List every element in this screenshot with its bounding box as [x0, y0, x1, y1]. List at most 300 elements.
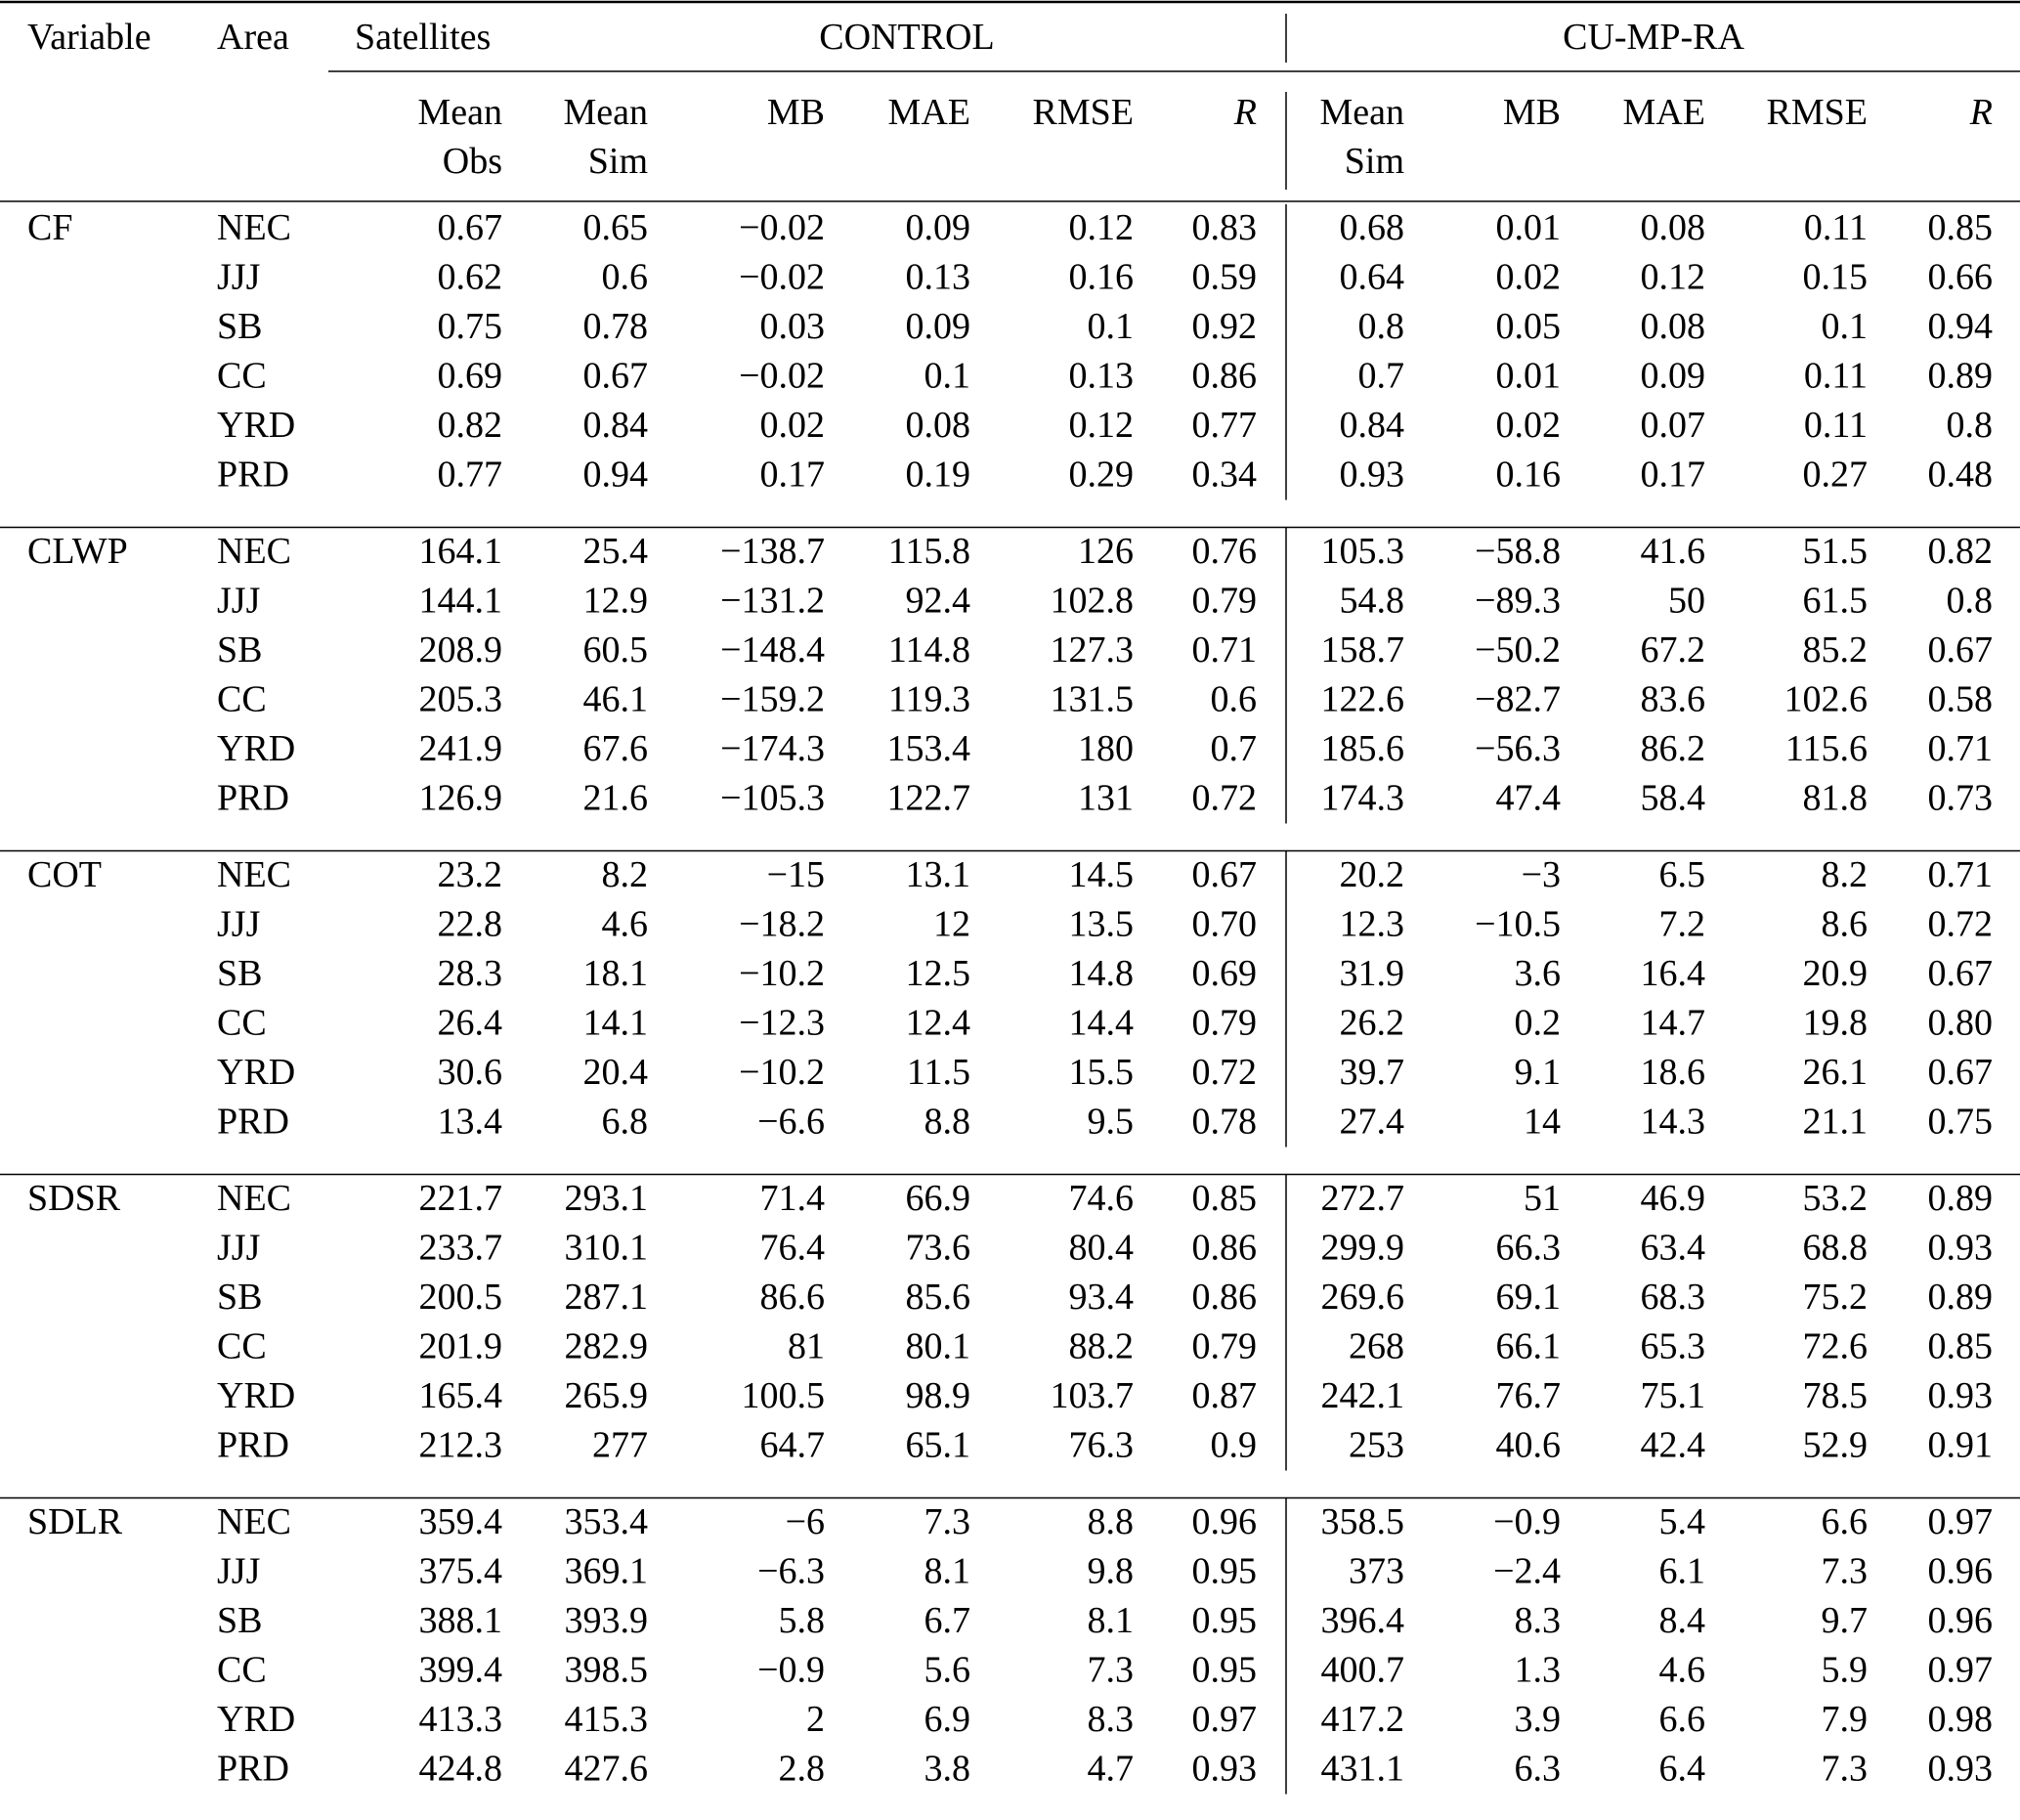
control-mae-cell: 114.8	[887, 629, 970, 671]
control-mb-cell: −10.2	[739, 1052, 825, 1093]
control-rmse-cell: 0.29	[1068, 454, 1134, 496]
cu-mae-cell: 42.4	[1640, 1424, 1705, 1466]
cu-r-cell: 0.97	[1927, 1501, 1993, 1542]
cu-mean-sim-cell: 431.1	[1320, 1748, 1404, 1790]
cu-mean-sim-cell: 0.93	[1339, 454, 1404, 496]
cu-mean-sim-cell: 0.8	[1357, 306, 1404, 347]
cu-mae-cell: 41.6	[1640, 531, 1705, 572]
cu-r-cell: 0.94	[1927, 306, 1993, 347]
cu-mae-cell: 65.3	[1640, 1325, 1705, 1367]
cu-mb-cell: 76.7	[1495, 1375, 1561, 1416]
area-cell: NEC	[217, 207, 291, 248]
cu-mb-cell: 9.1	[1514, 1052, 1561, 1093]
cu-mb-cell: −2.4	[1493, 1550, 1561, 1592]
area-cell: YRD	[217, 1699, 296, 1740]
control-mae-cell: 8.1	[924, 1550, 970, 1592]
cu-mb-cell: −50.2	[1475, 629, 1561, 671]
mean-obs-cell: 208.9	[418, 629, 502, 671]
control-mb-cell: 0.03	[759, 306, 825, 347]
cu-r-cell: 0.71	[1927, 728, 1993, 769]
cu-rmse-cell: 115.6	[1784, 728, 1868, 769]
control-mb-cell: −18.2	[739, 903, 825, 945]
control-mean-sim-cell: 14.1	[582, 1002, 648, 1044]
header-cu-mp-ra: CU-MP-RA	[1563, 17, 1744, 58]
cu-rmse-cell: 52.9	[1802, 1424, 1868, 1466]
cu-mb-cell: 0.16	[1495, 454, 1561, 496]
cu-r-cell: 0.48	[1927, 454, 1993, 496]
cu-mae-cell: 18.6	[1640, 1052, 1705, 1093]
control-rmse-cell: 8.8	[1087, 1501, 1134, 1542]
control-mae-cell: 66.9	[905, 1178, 970, 1219]
mean-obs-cell: 28.3	[437, 953, 502, 994]
control-mean-sim-cell: 67.6	[582, 728, 648, 769]
control-mae-cell: 122.7	[886, 777, 970, 819]
variable-label: SDSR	[27, 1178, 121, 1219]
cu-mae-cell: 0.09	[1640, 355, 1705, 397]
area-cell: JJJ	[217, 580, 261, 622]
cu-mae-cell: 0.12	[1640, 256, 1705, 298]
control-mb-cell: −15	[766, 854, 825, 895]
control-rmse-cell: 76.3	[1068, 1424, 1134, 1466]
control-rmse-cell: 0.1	[1087, 306, 1134, 347]
control-mb-cell: −0.9	[757, 1649, 825, 1691]
cu-mae-cell: 83.6	[1640, 678, 1705, 720]
cu-r-cell: 0.93	[1927, 1227, 1993, 1269]
control-mb-cell: −10.2	[739, 953, 825, 994]
area-cell: PRD	[217, 1101, 289, 1143]
control-mb-cell: −174.3	[720, 728, 825, 769]
control-rmse-cell: 9.8	[1087, 1550, 1134, 1592]
control-mean-sim-cell: 277	[592, 1424, 648, 1466]
cu-mean-sim-cell: 373	[1349, 1550, 1404, 1592]
control-mean-sim-cell: 46.1	[582, 678, 648, 720]
control-r-cell: 0.34	[1191, 454, 1257, 496]
cu-mean-sim-cell: 12.3	[1339, 903, 1404, 945]
control-r-cell: 0.87	[1191, 1375, 1257, 1416]
mean-obs-cell: 13.4	[437, 1101, 502, 1143]
control-mean-sim-cell: 8.2	[601, 854, 648, 895]
control-mean-sim-cell: 293.1	[564, 1178, 648, 1219]
header-cu-r: R	[1969, 92, 1993, 133]
cu-mae-cell: 0.07	[1640, 405, 1705, 446]
control-mae-cell: 73.6	[905, 1227, 970, 1269]
cu-mae-cell: 50	[1668, 580, 1705, 622]
cu-rmse-cell: 8.6	[1821, 903, 1868, 945]
mean-obs-cell: 165.4	[418, 1375, 502, 1416]
cu-r-cell: 0.66	[1927, 256, 1993, 298]
cu-mae-cell: 5.4	[1658, 1501, 1705, 1542]
control-rmse-cell: 102.8	[1050, 580, 1134, 622]
mean-obs-cell: 424.8	[418, 1748, 502, 1790]
control-mb-cell: −0.02	[739, 256, 825, 298]
header-mean-obs-bottom: Obs	[442, 141, 502, 182]
mean-obs-cell: 233.7	[418, 1227, 502, 1269]
control-mb-cell: −0.02	[739, 207, 825, 248]
control-r-cell: 0.95	[1191, 1649, 1257, 1691]
table-rules	[0, 2, 2020, 1820]
area-cell: NEC	[217, 1178, 291, 1219]
control-mae-cell: 92.4	[905, 580, 970, 622]
control-mean-sim-cell: 427.6	[564, 1748, 648, 1790]
mean-obs-cell: 241.9	[418, 728, 502, 769]
cu-mean-sim-cell: 358.5	[1320, 1501, 1404, 1542]
cu-rmse-cell: 19.8	[1802, 1002, 1868, 1044]
control-rmse-cell: 127.3	[1050, 629, 1134, 671]
control-rmse-cell: 0.13	[1068, 355, 1134, 397]
control-mb-cell: 2	[806, 1699, 825, 1740]
cu-mae-cell: 6.1	[1658, 1550, 1705, 1592]
header-control-r: R	[1233, 92, 1257, 133]
area-cell: PRD	[217, 1424, 289, 1466]
control-mae-cell: 6.7	[924, 1600, 970, 1641]
cu-mb-cell: −58.8	[1475, 531, 1561, 572]
cu-mae-cell: 86.2	[1640, 728, 1705, 769]
control-rmse-cell: 0.12	[1068, 207, 1134, 248]
mean-obs-cell: 23.2	[437, 854, 502, 895]
cu-mean-sim-cell: 299.9	[1320, 1227, 1404, 1269]
cu-r-cell: 0.75	[1927, 1101, 1993, 1143]
control-mean-sim-cell: 0.65	[582, 207, 648, 248]
control-rmse-cell: 9.5	[1087, 1101, 1134, 1143]
cu-r-cell: 0.96	[1927, 1600, 1993, 1641]
control-rmse-cell: 80.4	[1068, 1227, 1134, 1269]
control-mae-cell: 0.09	[905, 306, 970, 347]
cu-mae-cell: 6.6	[1658, 1699, 1705, 1740]
cu-mean-sim-cell: 269.6	[1320, 1277, 1404, 1318]
control-rmse-cell: 74.6	[1068, 1178, 1134, 1219]
variable-label: SDLR	[27, 1501, 123, 1542]
control-r-cell: 0.6	[1210, 678, 1257, 720]
control-r-cell: 0.95	[1191, 1550, 1257, 1592]
control-mean-sim-cell: 0.84	[582, 405, 648, 446]
mean-obs-cell: 205.3	[418, 678, 502, 720]
cu-r-cell: 0.85	[1927, 207, 1993, 248]
area-cell: CC	[217, 1649, 267, 1691]
area-cell: YRD	[217, 1052, 296, 1093]
cu-mb-cell: 0.02	[1495, 405, 1561, 446]
header-control-mb: MB	[766, 92, 825, 133]
cu-rmse-cell: 0.11	[1803, 207, 1868, 248]
cu-rmse-cell: 8.2	[1821, 854, 1868, 895]
control-mean-sim-cell: 6.8	[601, 1101, 648, 1143]
control-mae-cell: 3.8	[924, 1748, 970, 1790]
control-rmse-cell: 0.12	[1068, 405, 1134, 446]
cu-r-cell: 0.89	[1927, 1277, 1993, 1318]
mean-obs-cell: 201.9	[418, 1325, 502, 1367]
control-rmse-cell: 15.5	[1068, 1052, 1134, 1093]
control-rmse-cell: 126	[1078, 531, 1134, 572]
control-mb-cell: −138.7	[720, 531, 825, 572]
cu-rmse-cell: 20.9	[1802, 953, 1868, 994]
cu-mean-sim-cell: 242.1	[1320, 1375, 1404, 1416]
cu-mb-cell: 0.05	[1495, 306, 1561, 347]
control-mae-cell: 8.8	[924, 1101, 970, 1143]
cu-mae-cell: 8.4	[1658, 1600, 1705, 1641]
cu-mae-cell: 16.4	[1640, 953, 1705, 994]
mean-obs-cell: 126.9	[418, 777, 502, 819]
cu-rmse-cell: 75.2	[1802, 1277, 1868, 1318]
cu-rmse-cell: 102.6	[1784, 678, 1868, 720]
control-mb-cell: 81	[788, 1325, 825, 1367]
control-mb-cell: 76.4	[759, 1227, 825, 1269]
header-mean-obs-top: Mean	[417, 92, 502, 133]
cu-rmse-cell: 7.9	[1821, 1699, 1868, 1740]
control-mean-sim-cell: 265.9	[564, 1375, 648, 1416]
cu-r-cell: 0.85	[1927, 1325, 1993, 1367]
mean-obs-cell: 221.7	[418, 1178, 502, 1219]
control-rmse-cell: 131.5	[1050, 678, 1134, 720]
cu-rmse-cell: 7.3	[1821, 1748, 1868, 1790]
cu-rmse-cell: 61.5	[1802, 580, 1868, 622]
control-r-cell: 0.76	[1191, 531, 1257, 572]
cu-r-cell: 0.96	[1927, 1550, 1993, 1592]
cu-r-cell: 0.97	[1927, 1649, 1993, 1691]
control-r-cell: 0.79	[1191, 1002, 1257, 1044]
area-cell: CC	[217, 1002, 267, 1044]
cu-mae-cell: 46.9	[1640, 1178, 1705, 1219]
cu-mean-sim-cell: 54.8	[1339, 580, 1404, 622]
cu-mb-cell: −56.3	[1475, 728, 1561, 769]
cu-r-cell: 0.89	[1927, 1178, 1993, 1219]
cu-mean-sim-cell: 417.2	[1320, 1699, 1404, 1740]
cu-rmse-cell: 81.8	[1802, 777, 1868, 819]
cu-r-cell: 0.80	[1927, 1002, 1993, 1044]
cu-r-cell: 0.67	[1927, 1052, 1993, 1093]
cu-rmse-cell: 6.6	[1821, 1501, 1868, 1542]
control-mb-cell: 0.17	[759, 454, 825, 496]
cu-mb-cell: 0.01	[1495, 207, 1561, 248]
control-r-cell: 0.83	[1191, 207, 1257, 248]
header-cu-mae: MAE	[1622, 92, 1705, 133]
area-cell: CC	[217, 355, 267, 397]
area-cell: YRD	[217, 405, 296, 446]
mean-obs-cell: 0.62	[437, 256, 502, 298]
control-r-cell: 0.69	[1191, 953, 1257, 994]
cu-r-cell: 0.67	[1927, 953, 1993, 994]
cu-mae-cell: 58.4	[1640, 777, 1705, 819]
cu-mean-sim-cell: 0.7	[1357, 355, 1404, 397]
cu-mae-cell: 63.4	[1640, 1227, 1705, 1269]
cu-rmse-cell: 26.1	[1802, 1052, 1868, 1093]
cu-mae-cell: 75.1	[1640, 1375, 1705, 1416]
control-mae-cell: 115.8	[887, 531, 970, 572]
control-mae-cell: 12.5	[905, 953, 970, 994]
cu-mb-cell: −3	[1521, 854, 1561, 895]
control-r-cell: 0.79	[1191, 1325, 1257, 1367]
mean-obs-cell: 359.4	[418, 1501, 502, 1542]
cu-rmse-cell: 0.1	[1821, 306, 1868, 347]
control-mb-cell: 2.8	[778, 1748, 825, 1790]
mean-obs-cell: 200.5	[418, 1277, 502, 1318]
control-mean-sim-cell: 0.6	[601, 256, 648, 298]
control-rmse-cell: 8.1	[1087, 1600, 1134, 1641]
cu-rmse-cell: 0.11	[1803, 355, 1868, 397]
control-mean-sim-cell: 0.78	[582, 306, 648, 347]
cu-rmse-cell: 0.27	[1802, 454, 1868, 496]
control-r-cell: 0.71	[1191, 629, 1257, 671]
control-r-cell: 0.86	[1191, 355, 1257, 397]
control-mae-cell: 119.3	[887, 678, 970, 720]
cu-r-cell: 0.58	[1927, 678, 1993, 720]
cu-mb-cell: −89.3	[1475, 580, 1561, 622]
cu-r-cell: 0.98	[1927, 1699, 1993, 1740]
cu-mean-sim-cell: 268	[1349, 1325, 1404, 1367]
area-cell: YRD	[217, 728, 296, 769]
control-rmse-cell: 180	[1078, 728, 1134, 769]
cu-mae-cell: 6.5	[1658, 854, 1705, 895]
control-mean-sim-cell: 310.1	[564, 1227, 648, 1269]
cu-mb-cell: 66.3	[1495, 1227, 1561, 1269]
cu-mean-sim-cell: 0.84	[1339, 405, 1404, 446]
control-mean-sim-cell: 369.1	[564, 1550, 648, 1592]
cu-mb-cell: 1.3	[1514, 1649, 1561, 1691]
cu-r-cell: 0.67	[1927, 629, 1993, 671]
control-r-cell: 0.96	[1191, 1501, 1257, 1542]
header-control-rmse: RMSE	[1032, 92, 1134, 133]
area-cell: NEC	[217, 854, 291, 895]
control-mae-cell: 0.09	[905, 207, 970, 248]
cu-mean-sim-cell: 39.7	[1339, 1052, 1404, 1093]
control-mae-cell: 98.9	[905, 1375, 970, 1416]
cu-rmse-cell: 5.9	[1821, 1649, 1868, 1691]
control-mb-cell: −12.3	[739, 1002, 825, 1044]
cu-mae-cell: 68.3	[1640, 1277, 1705, 1318]
control-mb-cell: −6	[785, 1501, 825, 1542]
control-r-cell: 0.78	[1191, 1101, 1257, 1143]
cu-r-cell: 0.71	[1927, 854, 1993, 895]
header-cu-mb: MB	[1502, 92, 1561, 133]
cu-mae-cell: 67.2	[1640, 629, 1705, 671]
cu-mean-sim-cell: 272.7	[1320, 1178, 1404, 1219]
cu-rmse-cell: 21.1	[1802, 1101, 1868, 1143]
cu-mb-cell: 51	[1524, 1178, 1561, 1219]
mean-obs-cell: 399.4	[418, 1649, 502, 1691]
control-r-cell: 0.77	[1191, 405, 1257, 446]
cu-rmse-cell: 7.3	[1821, 1550, 1868, 1592]
cu-r-cell: 0.8	[1946, 580, 1993, 622]
cu-rmse-cell: 78.5	[1802, 1375, 1868, 1416]
cu-mean-sim-cell: 0.68	[1339, 207, 1404, 248]
cu-mean-sim-cell: 20.2	[1339, 854, 1404, 895]
control-mae-cell: 13.1	[905, 854, 970, 895]
cu-rmse-cell: 0.11	[1803, 405, 1868, 446]
cu-mean-sim-cell: 400.7	[1320, 1649, 1404, 1691]
control-mean-sim-cell: 25.4	[582, 531, 648, 572]
control-mean-sim-cell: 287.1	[564, 1277, 648, 1318]
cu-r-cell: 0.93	[1927, 1375, 1993, 1416]
control-mb-cell: 64.7	[759, 1424, 825, 1466]
control-mb-cell: −131.2	[720, 580, 825, 622]
control-r-cell: 0.72	[1191, 1052, 1257, 1093]
mean-obs-cell: 375.4	[418, 1550, 502, 1592]
cu-mae-cell: 0.08	[1640, 306, 1705, 347]
header-control: CONTROL	[819, 17, 995, 58]
header-cu-mean-sim-bottom: Sim	[1344, 141, 1404, 182]
header-control-mae: MAE	[887, 92, 970, 133]
area-cell: JJJ	[217, 256, 261, 298]
control-rmse-cell: 103.7	[1050, 1375, 1134, 1416]
control-rmse-cell: 88.2	[1068, 1325, 1134, 1367]
cu-mb-cell: 66.1	[1495, 1325, 1561, 1367]
cu-rmse-cell: 68.8	[1802, 1227, 1868, 1269]
control-mb-cell: 0.02	[759, 405, 825, 446]
cu-r-cell: 0.82	[1927, 531, 1993, 572]
variable-label: CF	[27, 207, 73, 248]
header-control-mean-sim-bottom: Sim	[587, 141, 648, 182]
control-rmse-cell: 7.3	[1087, 1649, 1134, 1691]
control-mean-sim-cell: 282.9	[564, 1325, 648, 1367]
control-mae-cell: 12.4	[905, 1002, 970, 1044]
mean-obs-cell: 413.3	[418, 1699, 502, 1740]
cu-mean-sim-cell: 31.9	[1339, 953, 1404, 994]
header-cu-rmse: RMSE	[1766, 92, 1868, 133]
cu-mean-sim-cell: 396.4	[1320, 1600, 1404, 1641]
cu-mb-cell: 0.2	[1514, 1002, 1561, 1044]
cu-mean-sim-cell: 0.64	[1339, 256, 1404, 298]
control-mean-sim-cell: 4.6	[601, 903, 648, 945]
cu-mb-cell: 3.9	[1514, 1699, 1561, 1740]
cu-mb-cell: −0.9	[1493, 1501, 1561, 1542]
mean-obs-cell: 22.8	[437, 903, 502, 945]
cu-mae-cell: 14.7	[1640, 1002, 1705, 1044]
cu-r-cell: 0.91	[1927, 1424, 1993, 1466]
area-cell: NEC	[217, 531, 291, 572]
area-cell: PRD	[217, 777, 289, 819]
area-cell: SB	[217, 1277, 263, 1318]
mean-obs-cell: 212.3	[418, 1424, 502, 1466]
area-cell: CC	[217, 678, 267, 720]
control-mae-cell: 5.6	[924, 1649, 970, 1691]
control-mae-cell: 6.9	[924, 1699, 970, 1740]
cu-r-cell: 0.89	[1927, 355, 1993, 397]
control-rmse-cell: 14.8	[1068, 953, 1134, 994]
cu-rmse-cell: 0.15	[1802, 256, 1868, 298]
cu-mb-cell: 0.01	[1495, 355, 1561, 397]
control-r-cell: 0.86	[1191, 1227, 1257, 1269]
mean-obs-cell: 0.82	[437, 405, 502, 446]
control-mae-cell: 0.13	[905, 256, 970, 298]
table-body	[27, 207, 1993, 1790]
cu-mae-cell: 0.17	[1640, 454, 1705, 496]
control-mae-cell: 12	[933, 903, 970, 945]
control-mean-sim-cell: 398.5	[564, 1649, 648, 1691]
cu-rmse-cell: 85.2	[1802, 629, 1868, 671]
cu-mae-cell: 14.3	[1640, 1101, 1705, 1143]
control-mean-sim-cell: 21.6	[582, 777, 648, 819]
control-mae-cell: 85.6	[905, 1277, 970, 1318]
cu-mean-sim-cell: 122.6	[1320, 678, 1404, 720]
control-mean-sim-cell: 415.3	[564, 1699, 648, 1740]
mean-obs-cell: 0.77	[437, 454, 502, 496]
area-cell: YRD	[217, 1375, 296, 1416]
control-r-cell: 0.95	[1191, 1600, 1257, 1641]
cu-mb-cell: 47.4	[1495, 777, 1561, 819]
mean-obs-cell: 388.1	[418, 1600, 502, 1641]
variable-label: COT	[27, 854, 102, 895]
cu-rmse-cell: 53.2	[1802, 1178, 1868, 1219]
control-r-cell: 0.70	[1191, 903, 1257, 945]
header-area: Area	[217, 17, 289, 58]
header-variable: Variable	[27, 17, 151, 58]
control-rmse-cell: 14.4	[1068, 1002, 1134, 1044]
mean-obs-cell: 30.6	[437, 1052, 502, 1093]
control-r-cell: 0.7	[1210, 728, 1257, 769]
control-mb-cell: −148.4	[720, 629, 825, 671]
cu-mean-sim-cell: 26.2	[1339, 1002, 1404, 1044]
cu-mb-cell: −10.5	[1475, 903, 1561, 945]
cu-mb-cell: 40.6	[1495, 1424, 1561, 1466]
header-cu-mean-sim-top: Mean	[1319, 92, 1404, 133]
